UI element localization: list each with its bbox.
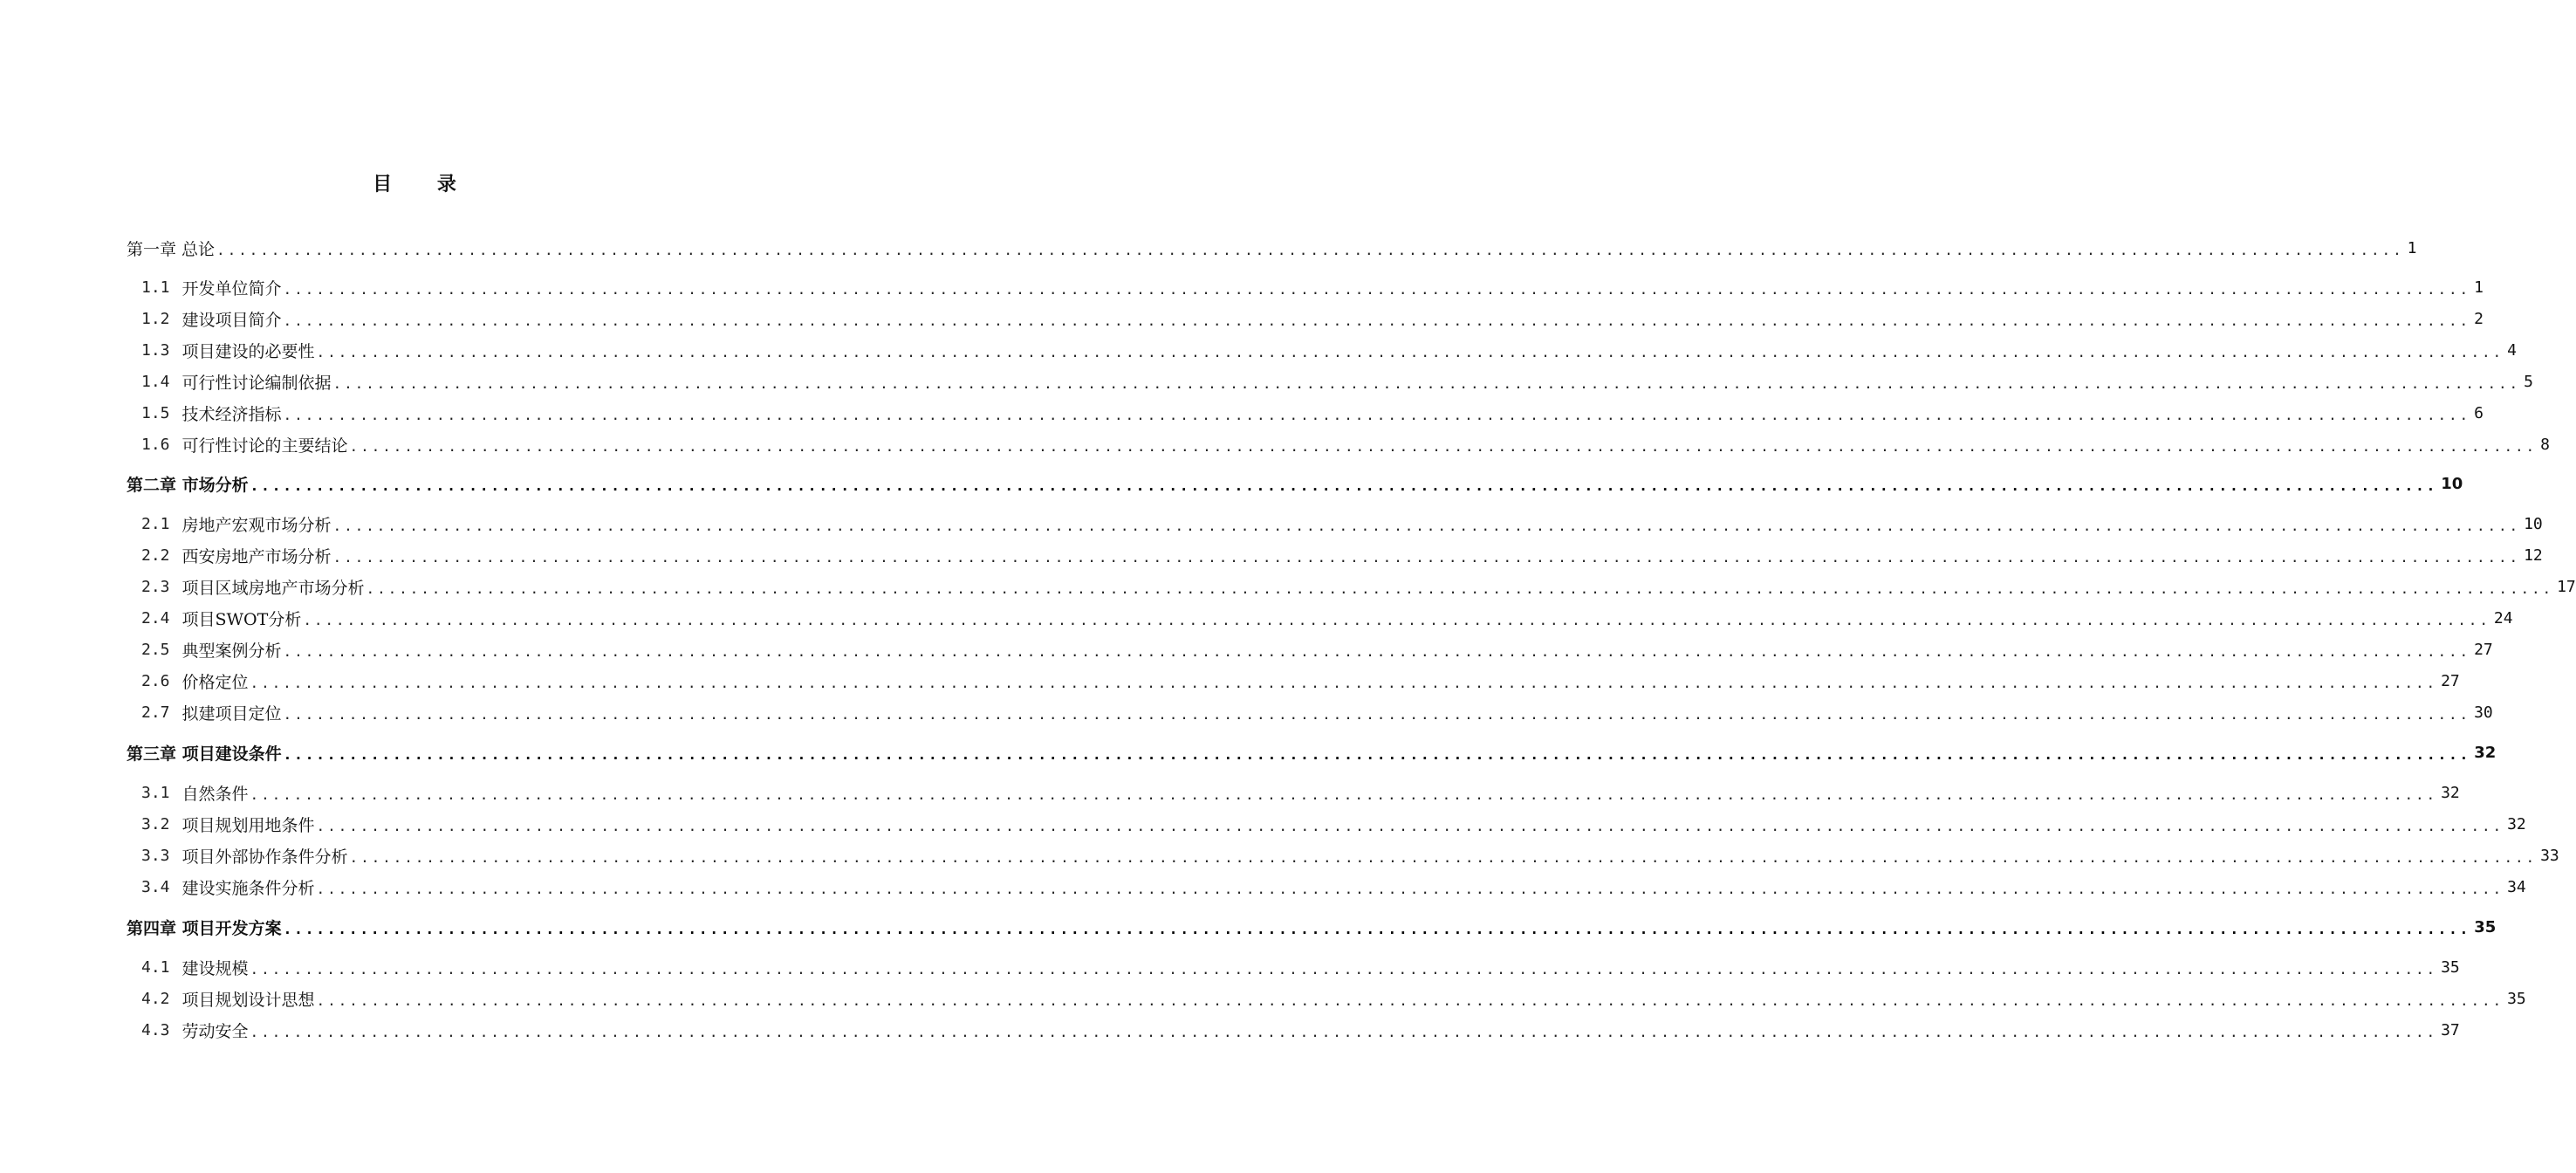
toc-entry-label: 第三章 项目建设条件 (127, 744, 282, 764)
toc-section-entry[interactable] (127, 811, 2526, 837)
toc-section-number: 4.3 (141, 1020, 170, 1039)
toc-page-number: 37 (2441, 1020, 2460, 1039)
toc-dot-leader: ........................................................................................................................................................................................................ (316, 881, 2504, 897)
toc-section-number: 2.3 (141, 577, 170, 596)
toc-section-entry[interactable] (127, 842, 2559, 868)
toc-section-entry[interactable] (127, 337, 2517, 363)
toc-entry-label: 拟建项目定位 (182, 703, 282, 724)
toc-dot-leader: ........................................................................................................................................................................................................ (332, 549, 2521, 566)
toc-dot-leader: ........................................................................................................................................................................................................ (316, 992, 2504, 1009)
toc-page-number: 4 (2507, 340, 2517, 360)
toc-section-entry[interactable] (127, 605, 2513, 631)
toc-section-number: 2.4 (141, 608, 170, 628)
toc-dot-leader: ........................................................................................................................................................................................................ (316, 344, 2504, 360)
toc-section-entry[interactable] (127, 1017, 2460, 1043)
toc-section-number: 2.2 (141, 545, 170, 565)
toc-section-number: 1.6 (141, 435, 170, 454)
toc-entry-label: 技术经济指标 (182, 404, 282, 424)
toc-dot-leader: ........................................................................................................................................................................................................ (216, 242, 2404, 258)
toc-section-entry[interactable] (127, 636, 2493, 662)
toc-entry-label: 项目建设的必要性 (182, 341, 315, 361)
toc-dot-leader: ........................................................................................................................................................................................................ (349, 849, 2538, 866)
toc-page-number: 27 (2474, 640, 2493, 659)
toc-page-number: 32 (2474, 743, 2497, 762)
toc-page-number: 35 (2507, 989, 2526, 1008)
toc-entry-label: 房地产宏观市场分析 (182, 515, 332, 535)
toc-page-number: 8 (2540, 435, 2550, 454)
toc-chapter-entry[interactable] (127, 470, 2463, 497)
toc-section-entry[interactable] (127, 368, 2533, 394)
toc-entry-label: 建设规模 (182, 958, 249, 978)
toc-section-number: 1.4 (141, 372, 170, 391)
toc-entry-label: 西安房地产市场分析 (182, 546, 332, 566)
toc-section-entry[interactable] (127, 874, 2526, 900)
toc-chapter-entry[interactable] (127, 235, 2417, 261)
toc-dot-leader: ........................................................................................................................................................................................................ (250, 961, 2438, 978)
toc-section-number: 1.5 (141, 403, 170, 422)
toc-entry-label: 劳动安全 (182, 1021, 249, 1041)
toc-entry-label: 自然条件 (182, 784, 249, 804)
toc-dot-leader: ........................................................................................................................................................................................................ (332, 375, 2521, 392)
toc-page-number: 27 (2441, 671, 2460, 690)
toc-section-entry[interactable] (127, 668, 2460, 694)
toc-entry-label: 项目区域房地产市场分析 (182, 578, 365, 598)
toc-page-number: 33 (2540, 846, 2559, 865)
toc-entry-label: 开发单位简介 (182, 278, 282, 298)
toc-entry-label: 项目规划设计思想 (182, 990, 315, 1010)
toc-page-number: 2 (2474, 309, 2484, 328)
toc-page-number: 32 (2441, 783, 2460, 802)
toc-entry-label: 项目规划用地条件 (182, 815, 315, 835)
toc-section-entry[interactable] (127, 954, 2460, 980)
toc-section-entry[interactable] (127, 779, 2460, 806)
toc-dot-leader: ........................................................................................................................................................................................................ (332, 518, 2521, 534)
page-title: 目 录 (373, 174, 476, 196)
toc-section-number: 1.2 (141, 309, 170, 328)
toc-dot-leader: ........................................................................................................................................................................................................ (349, 438, 2538, 455)
toc-page-number: 34 (2507, 877, 2526, 896)
toc-section-number: 2.6 (141, 671, 170, 690)
toc-dot-leader: ........................................................................................................................................................................................................ (283, 921, 2471, 937)
toc-section-number: 4.1 (141, 957, 170, 977)
toc-entry-label: 建设项目简介 (182, 310, 282, 330)
toc-entry-label: 第二章 市场分析 (127, 475, 249, 495)
toc-page-number: 1 (2474, 278, 2484, 297)
toc-chapter-entry[interactable] (127, 739, 2497, 765)
toc-section-number: 3.1 (141, 783, 170, 802)
toc-dot-leader: ........................................................................................................................................................................................................ (250, 786, 2438, 803)
toc-section-number: 3.3 (141, 846, 170, 865)
toc-page-number: 10 (2441, 474, 2463, 493)
toc-page-number: 30 (2474, 703, 2493, 722)
toc-section-number: 2.5 (141, 640, 170, 659)
toc-section-entry[interactable] (127, 431, 2550, 457)
toc-page-number: 6 (2474, 403, 2484, 422)
toc-dot-leader: ........................................................................................................................................................................................................ (283, 281, 2471, 298)
toc-section-entry[interactable] (127, 305, 2484, 332)
toc-section-entry[interactable] (127, 573, 2576, 600)
toc-section-entry[interactable] (127, 699, 2493, 725)
toc-dot-leader: ........................................................................................................................................................................................................ (316, 818, 2504, 834)
toc-section-number: 2.7 (141, 703, 170, 722)
toc-page-number: 5 (2524, 372, 2533, 391)
toc-section-number: 3.2 (141, 814, 170, 833)
toc-page-number: 32 (2507, 814, 2526, 833)
toc-section-number: 2.1 (141, 514, 170, 533)
toc-dot-leader: ........................................................................................................................................................................................................ (283, 312, 2471, 329)
toc-dot-leader: ........................................................................................................................................................................................................ (283, 746, 2471, 763)
toc-entry-label: 可行性讨论的主要结论 (182, 436, 348, 456)
toc-dot-leader: ........................................................................................................................................................................................................ (283, 706, 2471, 723)
toc-page-number: 35 (2474, 917, 2497, 936)
toc-section-number: 3.4 (141, 877, 170, 896)
toc-section-entry[interactable] (127, 985, 2526, 1012)
toc-section-entry[interactable] (127, 542, 2543, 568)
toc-entry-label: 第一章 总论 (127, 239, 216, 259)
toc-chapter-entry[interactable] (127, 914, 2497, 940)
toc-page-number: 24 (2493, 608, 2513, 628)
toc-dot-leader: ........................................................................................................................................................................................................ (283, 643, 2471, 660)
toc-page-number: 12 (2524, 545, 2543, 565)
toc-dot-leader: ........................................................................................................................................................................................................ (250, 477, 2438, 494)
toc-section-number: 1.1 (141, 278, 170, 297)
toc-dot-leader: ........................................................................................................................................................................................................ (283, 407, 2471, 423)
toc-section-number: 1.3 (141, 340, 170, 360)
toc-section-entry[interactable] (127, 274, 2484, 300)
toc-entry-label: 项目外部协作条件分析 (182, 847, 348, 867)
toc-entry-label: 建设实施条件分析 (182, 878, 315, 898)
toc-section-entry[interactable] (127, 400, 2484, 426)
toc-entry-label: 项目SWOT分析 (182, 609, 302, 629)
toc-entry-label: 价格定位 (182, 672, 249, 692)
toc-section-number: 4.2 (141, 989, 170, 1008)
toc-page-number: 10 (2524, 514, 2543, 533)
toc-entry-label: 典型案例分析 (182, 641, 282, 661)
toc-entry-label: 第四章 项目开发方案 (127, 918, 282, 938)
toc-page-number: 1 (2407, 238, 2417, 257)
toc-page-number: 17 (2557, 577, 2576, 596)
toc-dot-leader: ........................................................................................................................................................................................................ (303, 612, 2490, 628)
toc-entry-label: 可行性讨论编制依据 (182, 373, 332, 393)
toc-dot-leader: ........................................................................................................................................................................................................ (250, 675, 2438, 691)
toc-page-number: 35 (2441, 957, 2460, 977)
toc-dot-leader: ........................................................................................................................................................................................................ (250, 1024, 2438, 1040)
toc-section-entry[interactable] (127, 511, 2543, 537)
toc-dot-leader: ........................................................................................................................................................................................................ (366, 580, 2554, 597)
